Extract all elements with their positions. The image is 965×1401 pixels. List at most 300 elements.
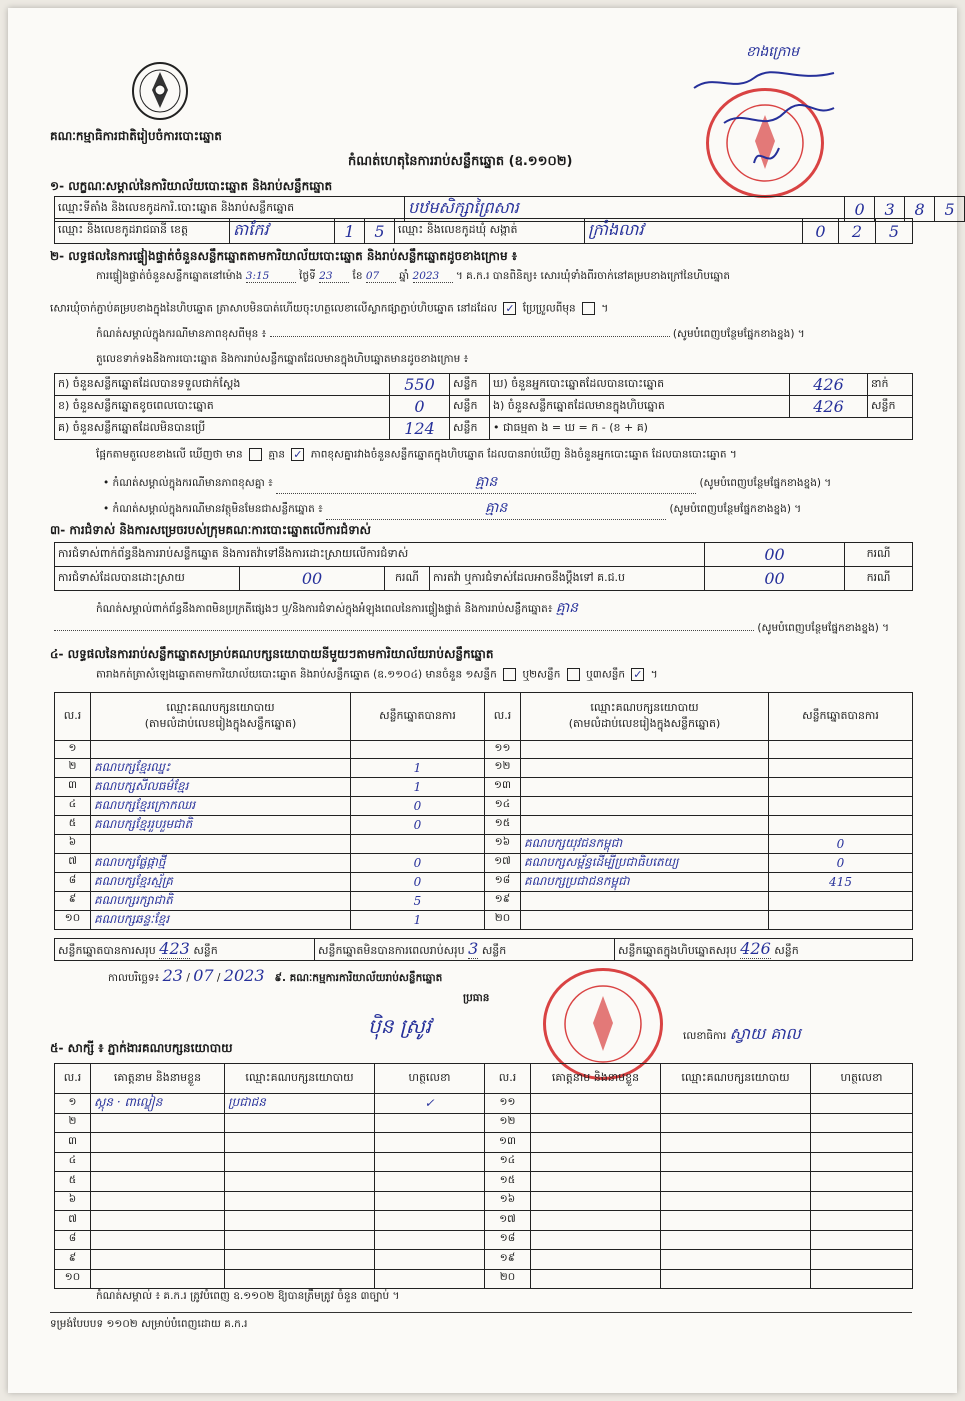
s4-total-box <box>615 939 913 961</box>
s5-name-left <box>91 1152 225 1172</box>
s2-diff-no-checkbox[interactable]: ✓ <box>293 448 303 461</box>
s4-no-left: ១ <box>55 741 91 759</box>
s4-col-party-right <box>521 693 769 741</box>
s5-name-right[interactable] <box>531 1133 661 1153</box>
table-row <box>55 1191 913 1211</box>
s2-row-b-label: ខ) ចំនួនសន្លឹកឆ្នោតខូចពេលបោះឆ្នោត <box>55 396 390 418</box>
s2-para1-e: ។ គ.ក.រ បានពិនិត្យ៖ សោរឃុំទាំងពីរចាក់នៅគម្របខាងក្រៅនៃហិបឆ្នោត <box>455 270 731 282</box>
s5-col-party-right: ឈ្មោះគណបក្សនយោបាយ <box>661 1064 811 1094</box>
s4-party-left <box>91 741 351 759</box>
s4-total-invalid-label: សន្លឹកឆ្នោតមិនបានការពេលរាប់សរុប <box>318 944 465 957</box>
s5-name-right[interactable] <box>531 1152 661 1172</box>
s4-secretary <box>683 1023 801 1047</box>
s4-secretary-signature: ស្វាយ គាល <box>729 1024 801 1043</box>
s1-row1-code-2: 3 <box>875 197 905 222</box>
section-5-title: ៥- សាក្សី ៖ ភ្នាក់ងារគណបក្សនយោបាយ <box>50 1041 233 1055</box>
s5-no-left: ៩ <box>55 1250 91 1270</box>
s5-sig-right[interactable] <box>811 1172 913 1192</box>
s2-remark <box>96 328 912 343</box>
s3-fill-note-line <box>54 622 912 637</box>
s4-date-line: កាលបរិច្ឆេទ៖ 23 / 07 / 2023 ៩. គណៈកម្មការការិយាល័យរាប់សន្លឹកឆ្នោត <box>108 966 443 985</box>
s4-no-left: ៦ <box>55 834 91 853</box>
s3-row2-label-b: ការតវ៉ា ឬការជំទាស់ដែលអាចនឹងប្តឹងទៅ គ.ជ.ប <box>430 567 705 591</box>
s5-no-right: ១៤ <box>485 1152 531 1172</box>
s4-votes-right <box>769 758 913 777</box>
s4-no-right: ១២ <box>485 758 521 777</box>
s5-party-left <box>225 1211 375 1231</box>
s5-col-party-left: ឈ្មោះគណបក្សនយោបាយ <box>225 1064 375 1094</box>
s5-name-left <box>91 1250 225 1270</box>
s5-party-right[interactable] <box>661 1191 811 1211</box>
s5-sig-left <box>375 1172 485 1192</box>
s4-total-box-value: 426 <box>740 939 771 958</box>
s4-party-left: គណបក្សខ្មែរឈ្នះ <box>91 758 351 777</box>
s5-col-name-left: គោត្តនាម និងនាមខ្លួន <box>91 1064 225 1094</box>
s5-sig-left <box>375 1191 485 1211</box>
s2-para3: តួលេខទាក់ទងនឹងការបោះឆ្នោត និងការរាប់សន្លឹកឆ្នោតដែលមានក្នុងហិបឆ្នោតមានដូចខាងក្រោម ៖ <box>96 353 469 365</box>
s5-no-right: ១៦ <box>485 1191 531 1211</box>
s3-row2-unit-b: ករណី <box>845 567 913 591</box>
s1-row2-value-b: ក្រាំងលាវ <box>585 219 803 244</box>
s5-name-right[interactable] <box>531 1172 661 1192</box>
table-row <box>55 815 913 834</box>
s2-day: 23 <box>319 270 349 283</box>
table-row <box>55 872 913 891</box>
s4-no-right: ១៩ <box>485 891 521 910</box>
s5-no-right: ១២ <box>485 1113 531 1133</box>
s4-total-invalid <box>315 939 615 961</box>
s4-votes-right <box>769 891 913 910</box>
table-row <box>55 796 913 815</box>
s1-row1-code-1: 0 <box>845 197 875 222</box>
s4-votes-right <box>769 777 913 796</box>
s5-name-left: ស្កុន · ពាល្ខៀន <box>91 1094 225 1114</box>
s4-date-year: 2023 <box>223 966 265 985</box>
s5-no-right: ២០ <box>485 1269 531 1289</box>
s4-date-label: កាលបរិច្ឆេទ៖ <box>108 972 160 984</box>
table-row <box>55 1113 913 1133</box>
section-3-title: ៣- ការជំទាស់ និងការសម្រេចរបស់ក្រុមគណៈការបោះឆ្នោតលើការជំទាស់ <box>50 523 371 537</box>
s2-row-b-unit: សន្លឹក <box>450 396 490 418</box>
s4-date-month: 07 <box>193 966 214 985</box>
s4-party-left: គណបក្សខ្មែរក្រោកឈរ <box>91 796 351 815</box>
section-4-title: ៤- លទ្ធផលនៃការរាប់សន្លឹកឆ្នោតសម្រាប់គណបក្សនយោបាយនីមួយៗតាមការិយាល័យរាប់សន្លឹកឆ្នោត <box>50 647 494 661</box>
s5-no-left: ៧ <box>55 1211 91 1231</box>
s4-no-left: ៧ <box>55 853 91 872</box>
s5-name-right[interactable] <box>531 1094 661 1114</box>
s4-col-party-right-sub: (តាមលំដាប់លេខរៀងក្នុងសន្លឹកឆ្នោត) <box>568 716 721 730</box>
s4-votes-right: 415 <box>769 872 913 891</box>
s3-remark-label: កំណត់សម្គាល់ពាក់ព័ន្ធនឹងភាពមិនប្រក្រតីផ្សេងៗ ឬ/និងការជំទាស់ក្នុងអំឡុងពេលនៃការផ្ទៀងផ្ទាត់ និងការរាប់សន្លឹកឆ្នោត៖ <box>96 603 553 615</box>
s5-name-left <box>91 1113 225 1133</box>
s5-party-left <box>225 1230 375 1250</box>
s4-col-party-left <box>91 693 351 741</box>
table-row <box>55 1094 913 1114</box>
s4-votes-left: 0 <box>351 796 485 815</box>
s2-para4-b: គ្មាន <box>268 448 286 461</box>
s4-totals-table <box>54 938 913 961</box>
table-row <box>55 777 913 796</box>
s4-votes-left: 1 <box>351 777 485 796</box>
s5-name-left <box>91 1230 225 1250</box>
s2-para4 <box>96 448 912 464</box>
s5-name-right[interactable] <box>531 1269 661 1289</box>
s4-no-right: ២០ <box>485 910 521 929</box>
s5-no-right: ១៣ <box>485 1133 531 1153</box>
s5-name-left <box>91 1133 225 1153</box>
s4-votes-right: 0 <box>769 853 913 872</box>
form-sheet <box>8 8 957 1393</box>
s4-no-right: ១៦ <box>485 834 521 853</box>
s2-row-d-unit: នាក់ <box>868 374 913 396</box>
s2-row-c-unit: សន្លឹក <box>450 418 490 440</box>
s4-votes-right <box>769 796 913 815</box>
table-row <box>55 1211 913 1231</box>
s2-figures-table <box>54 373 913 440</box>
s1-row2-value: តាកែវ <box>230 219 335 244</box>
s1-row2-label-b: ឈ្មោះ និងលេខកូដឃុំ សង្កាត់ <box>395 219 585 244</box>
s5-no-right: ១១ <box>485 1094 531 1114</box>
s5-no-left: ៨ <box>55 1230 91 1250</box>
s4-votes-left <box>351 741 485 759</box>
s4-party-right: គណបក្សសម្ព័ន្ធដើម្បីប្រជាធិបតេយ្យ <box>521 853 769 872</box>
s2-bullet2-note: (សូមបំពេញបន្ថែមផ្នែកខាងខ្នង) ។ <box>669 503 802 515</box>
s2-para1-c: ខែ <box>352 270 363 282</box>
s2-para2-opt1: ប្រែប្រួលពីមុន <box>522 302 576 315</box>
s4-three-sheet-checkbox[interactable]: ✓ <box>633 668 643 681</box>
s2-bullet1-note: (សូមបំពេញបន្ថែមផ្នែកខាងខ្នង) ។ <box>699 477 832 489</box>
s4-votes-left: 1 <box>351 758 485 777</box>
s4-votes-left: 0 <box>351 815 485 834</box>
s5-sig-right[interactable] <box>811 1133 913 1153</box>
s4-no-left: ៤ <box>55 796 91 815</box>
s4-party-left: គណបក្សផ្លែផ្កាថ្មី <box>91 853 351 872</box>
s4-total-box-unit: សន្លឹក <box>774 944 799 957</box>
s2-row-c-value: 124 <box>390 418 450 440</box>
s5-col-sig-right: ហត្ថលេខា <box>811 1064 913 1094</box>
s1-row2-code-1: 1 <box>335 219 365 244</box>
s4-chair-label: ប្រធាន <box>463 992 490 1004</box>
s4-party-right <box>521 891 769 910</box>
s4-no-right: ១៣ <box>485 777 521 796</box>
s2-year: 2023 <box>413 270 453 283</box>
s5-party-right[interactable] <box>661 1230 811 1250</box>
s5-sig-left: ✓ <box>375 1094 485 1114</box>
s5-witness-table <box>54 1063 913 1289</box>
s3-row2-value: 00 <box>240 567 385 591</box>
s2-bullet1 <box>103 472 913 494</box>
s2-para4-c: ភាពខុសគ្នារវាងចំនួនសន្លឹកឆ្នោតក្នុងហិបឆ្នោត ដែលបានរាប់ឃើញ និងចំនួនអ្នកបោះឆ្នោត ដែលបានបោះឆ្នោត ។ <box>310 448 737 461</box>
s1-row2-label: ឈ្មោះ និងលេខកូដរាជធានី ខេត្ត <box>55 219 230 244</box>
s4-no-left: ១០ <box>55 910 91 929</box>
s2-formula: • ជាធម្មតា ង = ឃ = ក - (ខ + គ) <box>490 418 913 440</box>
s5-name-right[interactable] <box>531 1113 661 1133</box>
s5-party-left <box>225 1250 375 1270</box>
s4-one-sheet-checkbox[interactable] <box>503 668 516 681</box>
s4-votes-left: 1 <box>351 910 485 929</box>
s2-same-checkbox[interactable]: ✓ <box>505 302 515 315</box>
s4-col-no-right: ល.រ <box>485 693 521 741</box>
s4-votes-right <box>769 815 913 834</box>
s4-total-box-label: សន្លឹកឆ្នោតក្នុងហិបឆ្នោតសរុប <box>618 944 737 957</box>
s2-bullet1-value: គ្មាន <box>276 472 696 494</box>
s4-opt3: ឬ៣សន្លឹក <box>586 668 626 681</box>
s5-no-left: ១០ <box>55 1269 91 1289</box>
s4-intro-text: តារាងកត់ត្រាសំឡេងឆ្នោតតាមការិយាល័យបោះឆ្នោត និងរាប់សន្លឹកឆ្នោត (ឧ.១១០៤) មានចំនួន ១សន្លឹក <box>96 668 497 681</box>
s5-party-left <box>225 1152 375 1172</box>
s5-sig-left <box>375 1152 485 1172</box>
s5-party-left <box>225 1133 375 1153</box>
s5-sig-right[interactable] <box>811 1269 913 1289</box>
form-title: កំណត់ហេតុនៃការរាប់សន្លឹកឆ្នោត (ឧ.១១០២) <box>348 154 573 169</box>
s5-sig-right[interactable] <box>811 1152 913 1172</box>
s4-committee: ៩. គណៈកម្មការការិយាល័យរាប់សន្លឹកឆ្នោត <box>274 972 443 984</box>
s5-no-left: ៣ <box>55 1133 91 1153</box>
s5-no-left: ១ <box>55 1094 91 1114</box>
s1-row1-code-4: 5 <box>935 197 965 222</box>
s2-row-a-label: ក) ចំនួនសន្លឹកឆ្នោតដែលបានទទួលជាក់ស្តែង <box>55 374 390 396</box>
s5-no-left: ៤ <box>55 1152 91 1172</box>
s2-row-a-value: 550 <box>390 374 450 396</box>
table-row <box>55 1269 913 1289</box>
s4-no-left: ៥ <box>55 815 91 834</box>
s4-party-right <box>521 910 769 929</box>
s1-row2b-code-3: 5 <box>876 219 913 244</box>
s5-party-right[interactable] <box>661 1094 811 1114</box>
s5-col-no-left: ល.រ <box>55 1064 91 1094</box>
s2-row-a-unit: សន្លឹក <box>450 374 490 396</box>
s5-col-no-right: ល.រ <box>485 1064 531 1094</box>
table-row <box>55 1230 913 1250</box>
s4-secretary-label: លេខាធិការ <box>683 1030 727 1042</box>
s4-party-right: គណបក្សប្រជាជនកម្ពុជា <box>521 872 769 891</box>
s4-two-sheet-checkbox[interactable] <box>567 668 580 681</box>
s4-total-invalid-unit: សន្លឹក <box>481 944 507 957</box>
s3-row1-label: ការជំទាស់ពាក់ព័ន្ធនឹងការរាប់សន្លឹកឆ្នោត និងការតវ៉ាទៅនឹងការដោះស្រាយលើការជំទាស់ <box>55 543 705 567</box>
s4-no-right: ១៤ <box>485 796 521 815</box>
s2-row-d-value: 426 <box>790 374 868 396</box>
s5-sig-left <box>375 1230 485 1250</box>
s5-name-right[interactable] <box>531 1230 661 1250</box>
s4-total-valid-unit: សន្លឹក <box>193 944 218 957</box>
s2-bullet1-label: • កំណត់សម្គាល់ក្នុងករណីមានភាពខុសគ្នា ៖ <box>103 477 273 489</box>
s5-party-right[interactable] <box>661 1133 811 1153</box>
s4-total-invalid-value: 3 <box>468 939 479 958</box>
s5-sig-left <box>375 1269 485 1289</box>
s5-party-left <box>225 1269 375 1289</box>
s4-party-left: គណបក្សឆន្ទៈខ្មែរ <box>91 910 351 929</box>
s5-party-right[interactable] <box>661 1172 811 1192</box>
s5-bottom-note: ទម្រង់បែបបទ ១១០២ សម្រាប់បំពេញដោយ គ.ក.រ <box>50 1318 248 1330</box>
s2-para2-text: សោរឃុំចាក់ភ្ជាប់គម្របខាងក្នុងនៃហិបឆ្នោត ត្រាសាបមិនបាត់ហើយចុះហត្ថលេខាលើស្លាកផ្សាភ្ជាប់ហិបឆ្នោត នៅដដែល <box>50 302 498 315</box>
bottom-divider <box>50 1312 912 1313</box>
s5-sig-left <box>375 1211 485 1231</box>
s5-sig-left <box>375 1250 485 1270</box>
section-1-table-row2 <box>54 218 913 244</box>
emblem-icon <box>130 60 190 122</box>
s5-party-right[interactable] <box>661 1269 811 1289</box>
s5-no-right: ១៩ <box>485 1250 531 1270</box>
s4-party-right <box>521 777 769 796</box>
s4-no-right: ១៧ <box>485 853 521 872</box>
s3-row1-value: 00 <box>705 543 845 567</box>
s2-para1-b: ថ្ងៃទី <box>299 270 316 282</box>
s2-remark-label: កំណត់សម្គាល់ក្នុងករណីមានភាពខុសពីមុន ៖ <box>96 328 267 340</box>
s5-name-left <box>91 1191 225 1211</box>
s5-party-right[interactable] <box>661 1211 811 1231</box>
signature-top-icon <box>684 63 854 183</box>
handwritten-note: ខាងក្រោម <box>746 44 800 60</box>
table-row <box>55 910 913 929</box>
s4-no-left: ៩ <box>55 891 91 910</box>
s5-sig-right[interactable] <box>811 1094 913 1114</box>
s4-no-right: ១៥ <box>485 815 521 834</box>
section-1-title: ១- លក្ខណៈសម្គាល់នៃការិយាល័យបោះឆ្នោត និងរាប់សន្លឹកឆ្នោត <box>50 179 333 193</box>
s4-no-left: ២ <box>55 758 91 777</box>
s4-opt2: ឬ២សន្លឹក <box>522 668 561 681</box>
s5-no-right: ១៧ <box>485 1211 531 1231</box>
table-row <box>55 853 913 872</box>
s2-fill-note: (សូមបំពេញបន្ថែមផ្នែកខាងខ្នង) ។ <box>672 328 805 340</box>
s4-party-left: គណបក្សសីលធម៌ខ្មែរ <box>91 777 351 796</box>
s5-no-left: ៦ <box>55 1191 91 1211</box>
s4-votes-right: 0 <box>769 834 913 853</box>
s2-para4-a: ផ្អែកតាមតួលេខខាងលើ ឃើញថា មាន <box>96 448 243 461</box>
s5-sig-right[interactable] <box>811 1191 913 1211</box>
s5-sig-right[interactable] <box>811 1211 913 1231</box>
s4-votes-right <box>769 910 913 929</box>
s4-date-day: 23 <box>162 966 183 985</box>
table-row <box>55 1172 913 1192</box>
s4-no-left: ៨ <box>55 872 91 891</box>
s4-votes-left: 0 <box>351 853 485 872</box>
s4-no-left: ៣ <box>55 777 91 796</box>
s5-name-right[interactable] <box>531 1211 661 1231</box>
table-row <box>55 1133 913 1153</box>
s5-party-left <box>225 1191 375 1211</box>
s4-col-votes-right: សន្លឹកឆ្នោតបានការ <box>769 693 913 741</box>
s2-para1-a: ការផ្ទៀងផ្ទាត់ចំនួនសន្លឹកឆ្នោតនៅម៉ោង <box>96 270 243 282</box>
s5-no-right: ១៨ <box>485 1230 531 1250</box>
s1-row2b-code-1: 0 <box>803 219 839 244</box>
table-row <box>55 834 913 853</box>
s4-total-valid-label: សន្លឹកឆ្នោតបានការសរុប <box>58 944 156 957</box>
s5-name-left <box>91 1172 225 1192</box>
s4-party-right: គណបក្សយុវជនកម្ពុជា <box>521 834 769 853</box>
s5-sig-right[interactable] <box>811 1113 913 1133</box>
s1-row1-code-3: 8 <box>905 197 935 222</box>
s4-party-right <box>521 741 769 759</box>
s2-row-d-label: ឃ) ចំនួនអ្នកបោះឆ្នោតដែលបានបោះឆ្នោត <box>490 374 790 396</box>
s4-party-left: គណបក្សខ្មែររួបរួមជាតិ <box>91 815 351 834</box>
s3-fill-note: (សូមបំពេញបន្ថែមផ្នែកខាងខ្នង) ។ <box>757 622 890 634</box>
s4-col-party-left-text: ឈ្មោះគណបក្សនយោបាយ <box>166 700 275 714</box>
s1-row2b-code-2: 2 <box>839 219 876 244</box>
s5-party-right[interactable] <box>661 1250 811 1270</box>
s2-month: 07 <box>366 270 396 283</box>
s5-no-right: ១៥ <box>485 1172 531 1192</box>
s2-row-e-value: 426 <box>790 396 868 418</box>
s4-col-party-left-sub: (តាមលំដាប់លេខរៀងក្នុងសន្លឹកឆ្នោត) <box>144 716 297 730</box>
s4-votes-left <box>351 834 485 853</box>
s3-remark-value: គ្មាន <box>555 600 579 616</box>
s4-party-right <box>521 758 769 777</box>
s2-row-b-value: 0 <box>390 396 450 418</box>
s4-party-left: គណបក្សខ្មែរស្ម័គ្រ <box>91 872 351 891</box>
s1-row2-code-2: 5 <box>365 219 395 244</box>
s5-party-left: ប្រជាជន <box>225 1094 375 1114</box>
s5-sig-right[interactable] <box>811 1250 913 1270</box>
s4-results-table <box>54 692 913 930</box>
s3-row1-unit: ករណី <box>845 543 913 567</box>
s5-sig-left <box>375 1133 485 1153</box>
s4-col-votes-left: សន្លឹកឆ្នោតបានការ <box>351 693 485 741</box>
s4-no-right: ១៨ <box>485 872 521 891</box>
table-row <box>55 741 913 759</box>
s5-col-sig-left: ហត្ថលេខា <box>375 1064 485 1094</box>
s5-sig-right[interactable] <box>811 1230 913 1250</box>
s2-para1 <box>96 270 916 285</box>
s5-party-left <box>225 1172 375 1192</box>
s3-table <box>54 542 913 591</box>
s3-row2-unit: ករណី <box>385 567 430 591</box>
s2-bullet2 <box>103 498 913 520</box>
s5-party-right[interactable] <box>661 1152 811 1172</box>
s4-votes-left: 0 <box>351 872 485 891</box>
s1-row1-label: ឈ្មោះទីតាំង និងលេខកូដការិ.បោះឆ្នោត និងរាប់សន្លឹកឆ្នោត <box>55 197 405 222</box>
table-row <box>55 1152 913 1172</box>
s4-col-party-right-text: ឈ្មោះគណបក្សនយោបាយ <box>590 700 699 714</box>
s3-remark <box>96 598 912 619</box>
s2-para1-d: ឆ្នាំ <box>399 270 410 282</box>
s4-total-valid-value: 423 <box>159 939 190 958</box>
s4-votes-right <box>769 741 913 759</box>
s5-footnote: កំណត់សម្គាល់ ៖ គ.ក.រ ត្រូវបំពេញ ឧ.១១០២ ឱ្យបានត្រឹមត្រូវ ចំនួន ៣ច្បាប់ ។ <box>96 1290 400 1302</box>
s2-para2: សោរឃុំចាក់ភ្ជាប់គម្របខាងក្នុងនៃហិបឆ្នោត ត្រាសាបមិនបាត់ហើយចុះហត្ថលេខាលើស្លាកផ្សាភ្ជាប់ហិបឆ្នោត នៅដដែល ✓ ប្រែប្រួលពីមុន ។ <box>50 302 609 315</box>
s4-party-right <box>521 796 769 815</box>
s4-col-no-left: ល.រ <box>55 693 91 741</box>
s4-party-right <box>521 815 769 834</box>
s3-row2-value-b: 00 <box>705 567 845 591</box>
s2-row-e-label: ង) ចំនួនសន្លឹកឆ្នោតដែលមានក្នុងហិបឆ្នោត <box>490 396 790 418</box>
s4-intro: តារាងកត់ត្រាសំឡេងឆ្នោតតាមការិយាល័យបោះឆ្នោត និងរាប់សន្លឹកឆ្នោត (ឧ.១១០៤) មានចំនួន ១សន្លឹក ឬ២សន្លឹក ឬ៣សន្លឹក ✓ ។ <box>96 668 658 681</box>
s3-row2-label: ការជំទាស់ដែលបានដោះស្រាយ <box>55 567 240 591</box>
s2-row-e-unit: សន្លឹក <box>868 396 913 418</box>
s2-changed-checkbox[interactable] <box>582 302 595 315</box>
s5-no-left: ៥ <box>55 1172 91 1192</box>
s2-time: 3:15 <box>246 270 296 283</box>
s2-diff-yes-checkbox[interactable] <box>249 448 262 461</box>
s4-party-left: គណបក្សរក្សាជាតិ <box>91 891 351 910</box>
s5-name-right[interactable] <box>531 1250 661 1270</box>
org-name: គណៈកម្មាធិការជាតិរៀបចំការបោះឆ្នោត <box>50 129 222 143</box>
s5-col-name-right: គោត្តនាម និងនាមខ្លួន <box>531 1064 661 1094</box>
s5-party-left <box>225 1113 375 1133</box>
s5-sig-left <box>375 1113 485 1133</box>
table-row <box>55 1250 913 1270</box>
s2-row-c-label: គ) ចំនួនសន្លឹកឆ្នោតដែលមិនបានប្រើ <box>55 418 390 440</box>
s4-total-valid <box>55 939 315 961</box>
table-row <box>55 758 913 777</box>
s2-bullet2-label: • កំណត់សម្គាល់ក្នុងករណីមានវត្ថុមិនមែនជាសន្លឹកឆ្នោត ៖ <box>103 503 323 515</box>
s5-party-right[interactable] <box>661 1113 811 1133</box>
s5-name-left <box>91 1211 225 1231</box>
table-row <box>55 891 913 910</box>
s5-name-right[interactable] <box>531 1191 661 1211</box>
s4-no-right: ១១ <box>485 741 521 759</box>
s4-chair-signature: ប៉ិន ស្រូវ <box>368 1014 432 1038</box>
s4-votes-left: 5 <box>351 891 485 910</box>
